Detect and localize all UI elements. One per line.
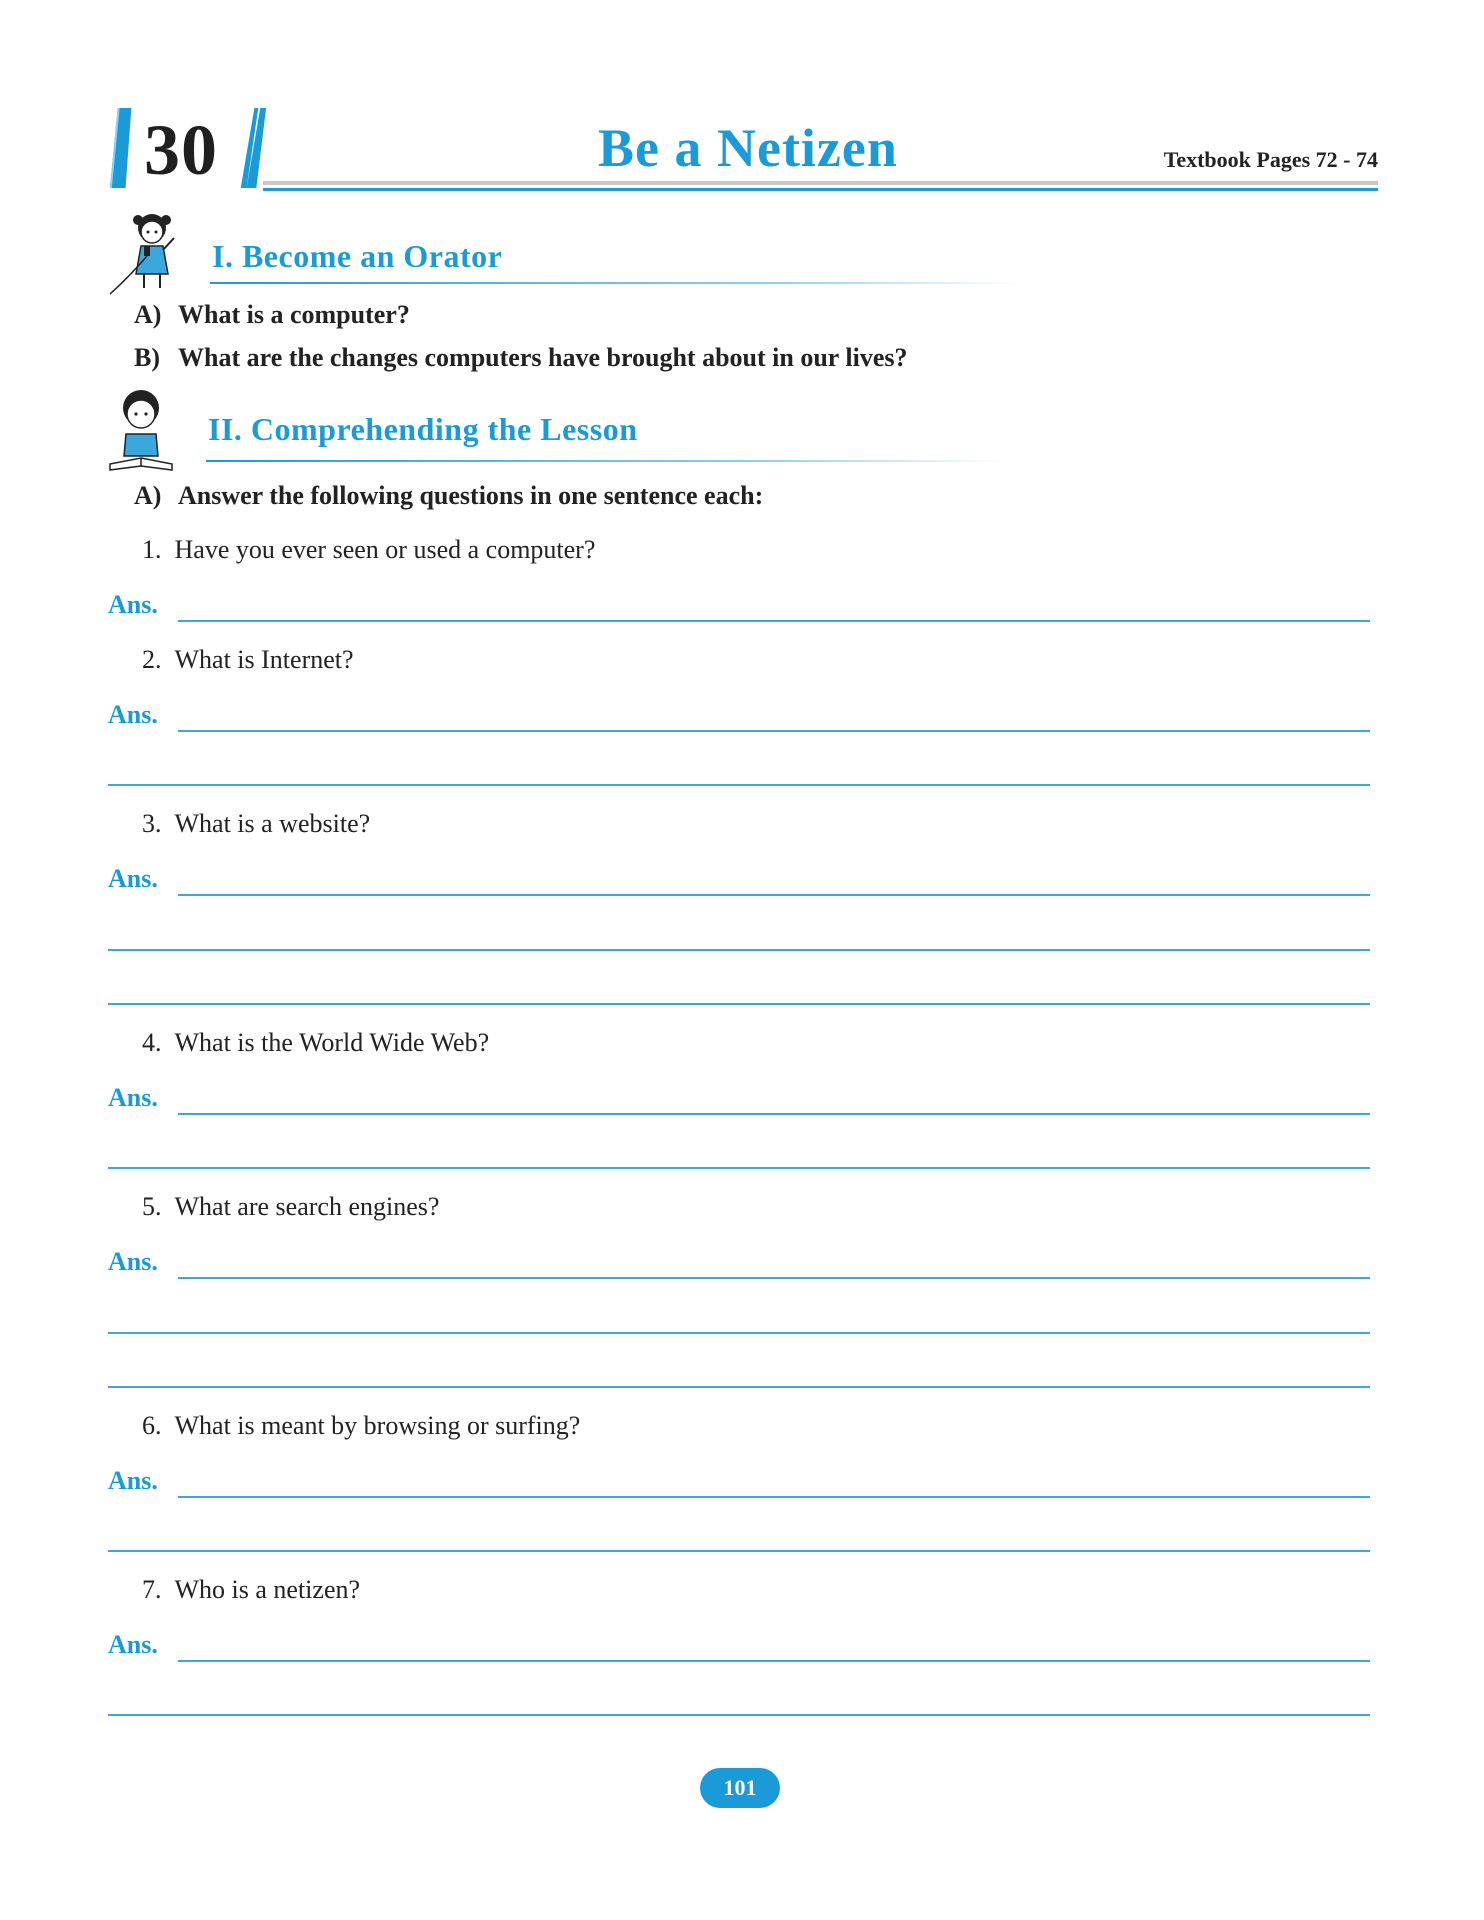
answer-line[interactable] <box>108 1386 1370 1388</box>
question-number: 5. <box>142 1192 162 1221</box>
question-text: Have you ever seen or used a computer? <box>174 535 596 564</box>
question-text: What is a computer? <box>178 300 410 329</box>
answer-line[interactable] <box>108 1167 1370 1169</box>
question-label: A) <box>134 300 162 329</box>
answer-line[interactable] <box>178 1113 1370 1115</box>
answer-line[interactable] <box>108 1332 1370 1334</box>
answer-line[interactable] <box>108 1003 1370 1005</box>
question-text: What are the changes computers have brought about in our lives? <box>178 343 908 372</box>
section-title-orator: I. Become an Orator <box>212 238 503 274</box>
reading-boy-icon <box>108 386 174 476</box>
answer-label: Ans. <box>108 700 158 729</box>
answer-line[interactable] <box>108 1550 1370 1552</box>
orator-question-b <box>134 341 908 375</box>
answer-label: Ans. <box>108 590 158 619</box>
section-title-comprehension: II. Comprehending the Lesson <box>208 411 638 447</box>
question-3 <box>142 807 370 841</box>
question-number: 1. <box>142 535 162 564</box>
question-4 <box>142 1026 489 1060</box>
header-rule <box>263 181 1378 185</box>
answer-line[interactable] <box>108 1714 1370 1716</box>
question-7 <box>142 1573 360 1607</box>
question-number: 6. <box>142 1411 162 1440</box>
answer-label: Ans. <box>108 864 158 893</box>
question-2 <box>142 643 354 677</box>
instruction-text: Answer the following questions in one sentence each: <box>178 481 764 510</box>
answer-line[interactable] <box>178 1496 1370 1498</box>
question-number: 4. <box>142 1028 162 1057</box>
page-title: Be a Netizen <box>598 118 898 178</box>
answer-line[interactable] <box>178 1277 1370 1279</box>
question-text: What are search engines? <box>174 1192 440 1221</box>
textbook-pages: Textbook Pages 72 - 74 <box>1163 147 1378 172</box>
question-number: 3. <box>142 809 162 838</box>
question-number: 2. <box>142 645 162 674</box>
question-text: What is Internet? <box>174 645 354 674</box>
answer-label: Ans. <box>108 1630 158 1659</box>
page-number-badge: 101 <box>700 1768 780 1808</box>
chapter-number: 30 <box>144 110 218 190</box>
answer-line[interactable] <box>178 894 1370 896</box>
question-text: What is a website? <box>174 809 371 838</box>
answer-label: Ans. <box>108 1247 158 1276</box>
question-text: Who is a netizen? <box>174 1575 361 1604</box>
question-6 <box>142 1409 580 1443</box>
comprehension-instruction <box>134 479 763 513</box>
question-text: What is the World Wide Web? <box>174 1028 490 1057</box>
answer-line[interactable] <box>178 1660 1370 1662</box>
answer-line[interactable] <box>108 784 1370 786</box>
question-5 <box>142 1190 439 1224</box>
answer-line[interactable] <box>178 730 1370 732</box>
question-label: B) <box>134 343 160 372</box>
question-text: What is meant by browsing or surfing? <box>174 1411 581 1440</box>
section-rule-orator <box>210 282 1020 284</box>
answer-line[interactable] <box>108 949 1370 951</box>
question-1 <box>142 533 595 567</box>
answer-line[interactable] <box>178 620 1370 622</box>
orator-question-a <box>134 298 410 332</box>
answer-label: Ans. <box>108 1466 158 1495</box>
instruction-label: A) <box>134 481 162 510</box>
section-rule-comprehension <box>206 460 1006 462</box>
header-rule-accent <box>263 188 1378 191</box>
answer-label: Ans. <box>108 1083 158 1112</box>
orator-girl-icon <box>108 208 184 298</box>
chapter-header <box>108 108 1378 192</box>
question-number: 7. <box>142 1575 162 1604</box>
